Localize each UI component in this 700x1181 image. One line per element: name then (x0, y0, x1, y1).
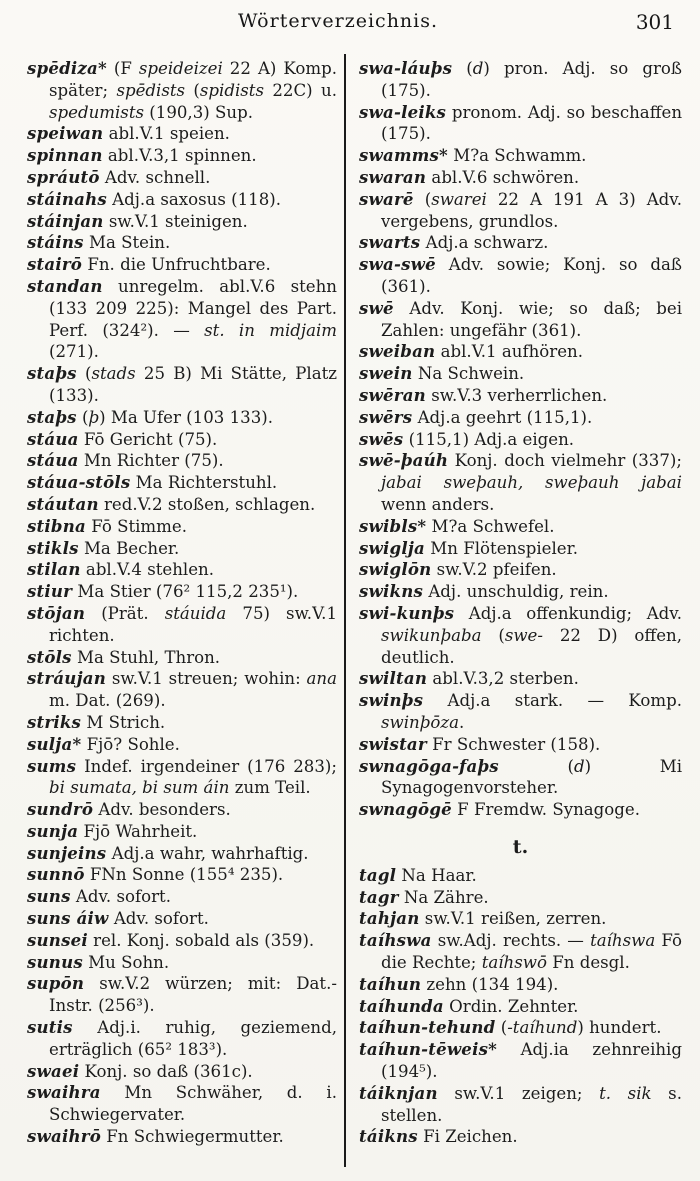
dictionary-entry: táiknjan sw.V.1 zeigen; t. sik s. stellen. (359, 1082, 682, 1125)
dictionary-entry: taíhunda Ordin. Zehnter. (359, 995, 579, 1016)
headword: sulja* (27, 733, 82, 754)
headword: swi-kunþs (359, 602, 455, 623)
headword: stáins (27, 232, 84, 253)
dictionary-entry: spráutō Adv. schnell. (27, 166, 211, 187)
headword: stráujan (27, 668, 106, 689)
headword: swa-leiks (359, 101, 447, 122)
dictionary-entry: tahjan sw.V.1 reißen, zerren. (359, 908, 607, 929)
headword: swaran (359, 166, 427, 187)
headword: taíhun (359, 973, 422, 994)
dictionary-entry: swiglja Mn Flötenspieler. (359, 537, 578, 558)
dictionary-entry: swa-swē Adv. sowie; Konj. so daß (361). (359, 254, 682, 296)
cited-form: ana (306, 669, 338, 689)
dictionary-entry: swistar Fr Schwester (158). (359, 733, 601, 754)
cited-form: bi sumata, bi sum áin (49, 778, 230, 798)
cited-form: spēdists (116, 80, 186, 100)
headword: swibls* (359, 515, 427, 536)
headword: stáutan (27, 493, 99, 514)
headword: sunjeins (27, 842, 107, 863)
dictionary-entry: taíhun-tehund (-taíhund) hundert. (359, 1017, 662, 1038)
cited-form: d (472, 59, 484, 78)
dictionary-entry: swē Adv. Konj. wie; so daß; bei Zahlen: ungefähr (361). (359, 297, 683, 340)
headword: stáua-stōls (27, 472, 131, 493)
cited-form: swikunþaba (381, 625, 482, 645)
dictionary-entry: stráujan sw.V.1 streuen; wohin: ana m. Dat. (269). (27, 668, 338, 711)
headword: swa-swē (359, 254, 436, 275)
dictionary-entry: suns Adv. sofort. (27, 886, 171, 907)
cited-form: t. sik (599, 1083, 652, 1103)
dictionary-entry: taíhswa sw.Adj. rechts. — taíhswa Fō die Rechte; taíhswō Fn desgl. (359, 930, 682, 973)
left-column (0, 54, 344, 1167)
headword: swaihrō (27, 1126, 101, 1147)
cited-form: stads (91, 364, 136, 384)
headword: stōls (27, 646, 72, 667)
cited-form: jabai sweþauh, sweþauh jabai (381, 473, 682, 493)
dictionary-entry: swiltan abl.V.3,2 sterben. (359, 668, 579, 689)
dictionary-entry: sunja Fjō Wahrheit. (27, 820, 198, 841)
headword: swiglja (359, 537, 425, 558)
headword: stilan (27, 559, 81, 580)
headword: stáua (27, 450, 79, 471)
headword: speiwan (27, 123, 104, 144)
dictionary-entry: swnagōga-faþs (d) Mi Synagogenvorsteher. (359, 755, 683, 798)
dictionary-entry: swa-láuþs (d) pron. Adj. so groß (175). (359, 58, 682, 100)
headword: swēs (359, 428, 404, 449)
dictionary-entry: stikls Ma Becher. (27, 537, 180, 558)
cited-form: stáuida (164, 603, 227, 623)
headword: stairō (27, 254, 83, 275)
headword: swamms* (359, 145, 448, 166)
dictionary-entry: supōn sw.V.2 würzen; mit: Dat.-Instr. (256³). (27, 973, 337, 1016)
headword: táikns (359, 1126, 418, 1147)
dictionary-entry: sunjeins Adj.a wahr, wahrhaftig. (27, 842, 309, 863)
cited-form: taíhswō (481, 953, 547, 973)
headword: taíhun-tēweis* (359, 1039, 497, 1060)
headword: stikls (27, 537, 79, 558)
dictionary-entry: sunus Mu Sohn. (27, 951, 170, 972)
headword: taíhunda (359, 995, 444, 1016)
headword: sums (27, 755, 77, 776)
dictionary-entry: stairō Fn. die Unfruchtbare. (27, 254, 271, 275)
dictionary-entry: swaran abl.V.6 schwören. (359, 166, 580, 187)
headword: stibna (27, 515, 86, 536)
dictionary-entry: swein Na Schwein. (359, 363, 525, 384)
dictionary-entry: sunsei rel. Konj. sobald als (359). (27, 929, 315, 950)
dictionary-entry: stiur Ma Stier (76² 115,2 235¹). (27, 581, 299, 602)
headword: tahjan (359, 908, 420, 929)
headword: swnagōga-faþs (359, 755, 499, 776)
headword: spráutō (27, 166, 100, 187)
page-number: 301 (635, 10, 674, 34)
dictionary-entry: swa-leiks pronom. Adj. so beschaffen (175). (359, 101, 683, 144)
cited-form: swarei (431, 189, 487, 209)
dictionary-entry: swnagōgē F Fremdw. Synagoge. (359, 799, 641, 820)
dictionary-entry: swaei Konj. so daß (361c). (27, 1060, 253, 1081)
cited-form: -taíhund (507, 1018, 578, 1038)
dictionary-entry: swibls* M?a Schwefel. (359, 515, 555, 536)
dictionary-entry: swamms* M?a Schwamm. (359, 145, 587, 166)
headword: swē (359, 297, 394, 318)
headword: swarē (359, 188, 414, 209)
cited-form: swinþōza (381, 712, 459, 732)
headword: swistar (359, 733, 427, 754)
headword: sunnō (27, 864, 85, 885)
headword: swiglōn (359, 559, 432, 580)
dictionary-entry: swaihrō Fn Schwiegermutter. (27, 1126, 284, 1147)
headword: sundrō (27, 799, 94, 820)
headword: staþs (27, 406, 77, 427)
headword: sunus (27, 951, 83, 972)
headword: swnagōgē (359, 799, 452, 820)
dictionary-entry: sunnō FNn Sonne (155⁴ 235). (27, 864, 284, 885)
headword: supōn (27, 973, 85, 994)
dictionary-entry: taíhun zehn (134 194). (359, 973, 559, 994)
dictionary-entry: stilan abl.V.4 stehlen. (27, 559, 214, 580)
headword: swein (359, 363, 413, 384)
headword: spēdiza* (27, 58, 107, 78)
dictionary-entry: staþs (stads 25 B) Mi Stätte, Platz (133). (27, 363, 337, 405)
headword: taíhswa (359, 930, 432, 951)
dictionary-entry: swinþs Adj.a stark. — Komp. swinþōza. (359, 690, 682, 732)
headword: stáinahs (27, 188, 107, 209)
headword: swinþs (359, 690, 424, 711)
dictionary-entry: sulja* Fjō? Sohle. (27, 733, 180, 754)
cited-form: d (573, 756, 585, 776)
dictionary-entry: staþs (þ) Ma Ufer (103 133). (27, 406, 274, 427)
cited-form: spedumists (49, 102, 145, 122)
dictionary-entry: stáinahs Adj.a saxosus (118). (27, 188, 282, 209)
page-header (0, 10, 700, 40)
headword: sunja (27, 820, 79, 841)
two-column-layout (0, 54, 700, 1167)
dictionary-entry: stáutan red.V.2 stoßen, schlagen. (27, 493, 316, 514)
headword: táiknjan (359, 1082, 438, 1103)
headword: swēran (359, 384, 426, 405)
headword: swaei (27, 1060, 80, 1081)
section-heading: t. (512, 835, 529, 858)
cited-form: spidists (199, 80, 264, 100)
cited-form: st. in midjaim (204, 320, 337, 340)
headword: swiltan (359, 668, 428, 689)
dictionary-entry: tagr Na Zähre. (359, 886, 489, 907)
headword: taíhun-tehund (359, 1017, 496, 1038)
headword: tagr (359, 886, 399, 907)
dictionary-entry: stibna Fō Stimme. (27, 515, 187, 536)
dictionary-entry: spinnan abl.V.3,1 spinnen. (27, 145, 257, 166)
headword: stáua (27, 428, 79, 449)
dictionary-entry: swaihra Mn Schwäher, d. i. Schwiegervater. (27, 1082, 337, 1125)
dictionary-entry: swarts Adj.a schwarz. (359, 232, 549, 253)
headword: spinnan (27, 145, 103, 166)
headword: swarts (359, 232, 421, 253)
dictionary-entry: stáua Fō Gericht (75). (27, 428, 218, 449)
headword: swē-þaúh (359, 450, 449, 471)
headword: tagl (359, 864, 397, 885)
dictionary-entry: stáua-stōls Ma Richterstuhl. (27, 472, 278, 493)
dictionary-entry: swarē (swarei 22 A 191 A 3) Adv. vergebens, grundlos. (359, 188, 682, 231)
dictionary-entry: sutis Adj.i. ruhig, geziemend, erträglich (65² 183³). (27, 1017, 337, 1059)
right-column (346, 54, 700, 1167)
dictionary-entry: spēdiza* (F speideizei 22 A) Komp. später; spēdists (spidists 22C) u. spedumists (190,3) Sup. (27, 58, 338, 122)
headword: standan (27, 275, 103, 296)
dictionary-entry: stáins Ma Stein. (27, 232, 171, 253)
dictionary-entry: speiwan abl.V.1 speien. (27, 123, 230, 144)
headword: stōjan (27, 602, 86, 623)
cited-form: þ (88, 407, 100, 427)
headword: stiur (27, 581, 73, 602)
dictionary-entry: swiglōn sw.V.2 pfeifen. (359, 559, 557, 580)
dictionary-entry: stáua Mn Richter (75). (27, 450, 224, 471)
headword: sunsei (27, 929, 88, 950)
dictionary-entry: swē-þaúh Konj. doch vielmehr (337); jabai sweþauh, sweþauh jabai wenn anders. (359, 450, 682, 514)
dictionary-entry: standan unregelm. abl.V.6 stehn (133 209 225): Mangel des Part. Perf. (324²). — st. in midjaim (271). (27, 275, 337, 362)
page-title: Wörterverzeichnis. (237, 10, 439, 32)
headword: suns áiw (27, 908, 109, 929)
dictionary-entry: sweiban abl.V.1 aufhören. (359, 341, 583, 362)
headword: swaihra (27, 1082, 101, 1103)
dictionary-entry: stōls Ma Stuhl, Thron. (27, 646, 221, 667)
cited-form: swe- (504, 625, 543, 645)
cited-form: speideizei (138, 59, 223, 78)
headword: staþs (27, 363, 77, 384)
dictionary-entry: swikns Adj. unschuldig, rein. (359, 581, 609, 602)
dictionary-entry: stōjan (Prät. stáuida 75) sw.V.1 richten. (27, 602, 337, 645)
headword: swa-láuþs (359, 58, 453, 78)
dictionary-entry: suns áiw Adv. sofort. (27, 908, 209, 929)
dictionary-entry: swēs (115,1) Adj.a eigen. (359, 428, 575, 449)
headword: swērs (359, 406, 413, 427)
dictionary-entry: taíhun-tēweis* Adj.ia zehnreihig (194⁵). (359, 1039, 682, 1082)
dictionary-entry: swērs Adj.a geehrt (115,1). (359, 406, 593, 427)
headword: stáinjan (27, 210, 104, 231)
cited-form: taíhswa (590, 931, 656, 951)
dictionary-entry: sums Indef. irgendeiner (176 283); bi sumata, bi sum áin zum Teil. (27, 755, 337, 798)
headword: suns (27, 886, 71, 907)
dictionary-entry: swēran sw.V.3 verherrlichen. (359, 384, 608, 405)
dictionary-entry: stáinjan sw.V.1 steinigen. (27, 210, 248, 231)
dictionary-entry: táikns Fi Zeichen. (359, 1126, 518, 1147)
dictionary-entry: swi-kunþs Adj.a offenkundig; Adv. swikunþaba (swe- 22 D) offen, deutlich. (359, 602, 682, 667)
headword: striks (27, 711, 82, 732)
dictionary-entry: striks M Strich. (27, 711, 166, 732)
headword: sweiban (359, 341, 436, 362)
headword: sutis (27, 1017, 73, 1038)
dictionary-entry: sundrō Adv. besonders. (27, 799, 231, 820)
dictionary-entry: tagl Na Haar. (359, 864, 477, 885)
headword: swikns (359, 581, 424, 602)
